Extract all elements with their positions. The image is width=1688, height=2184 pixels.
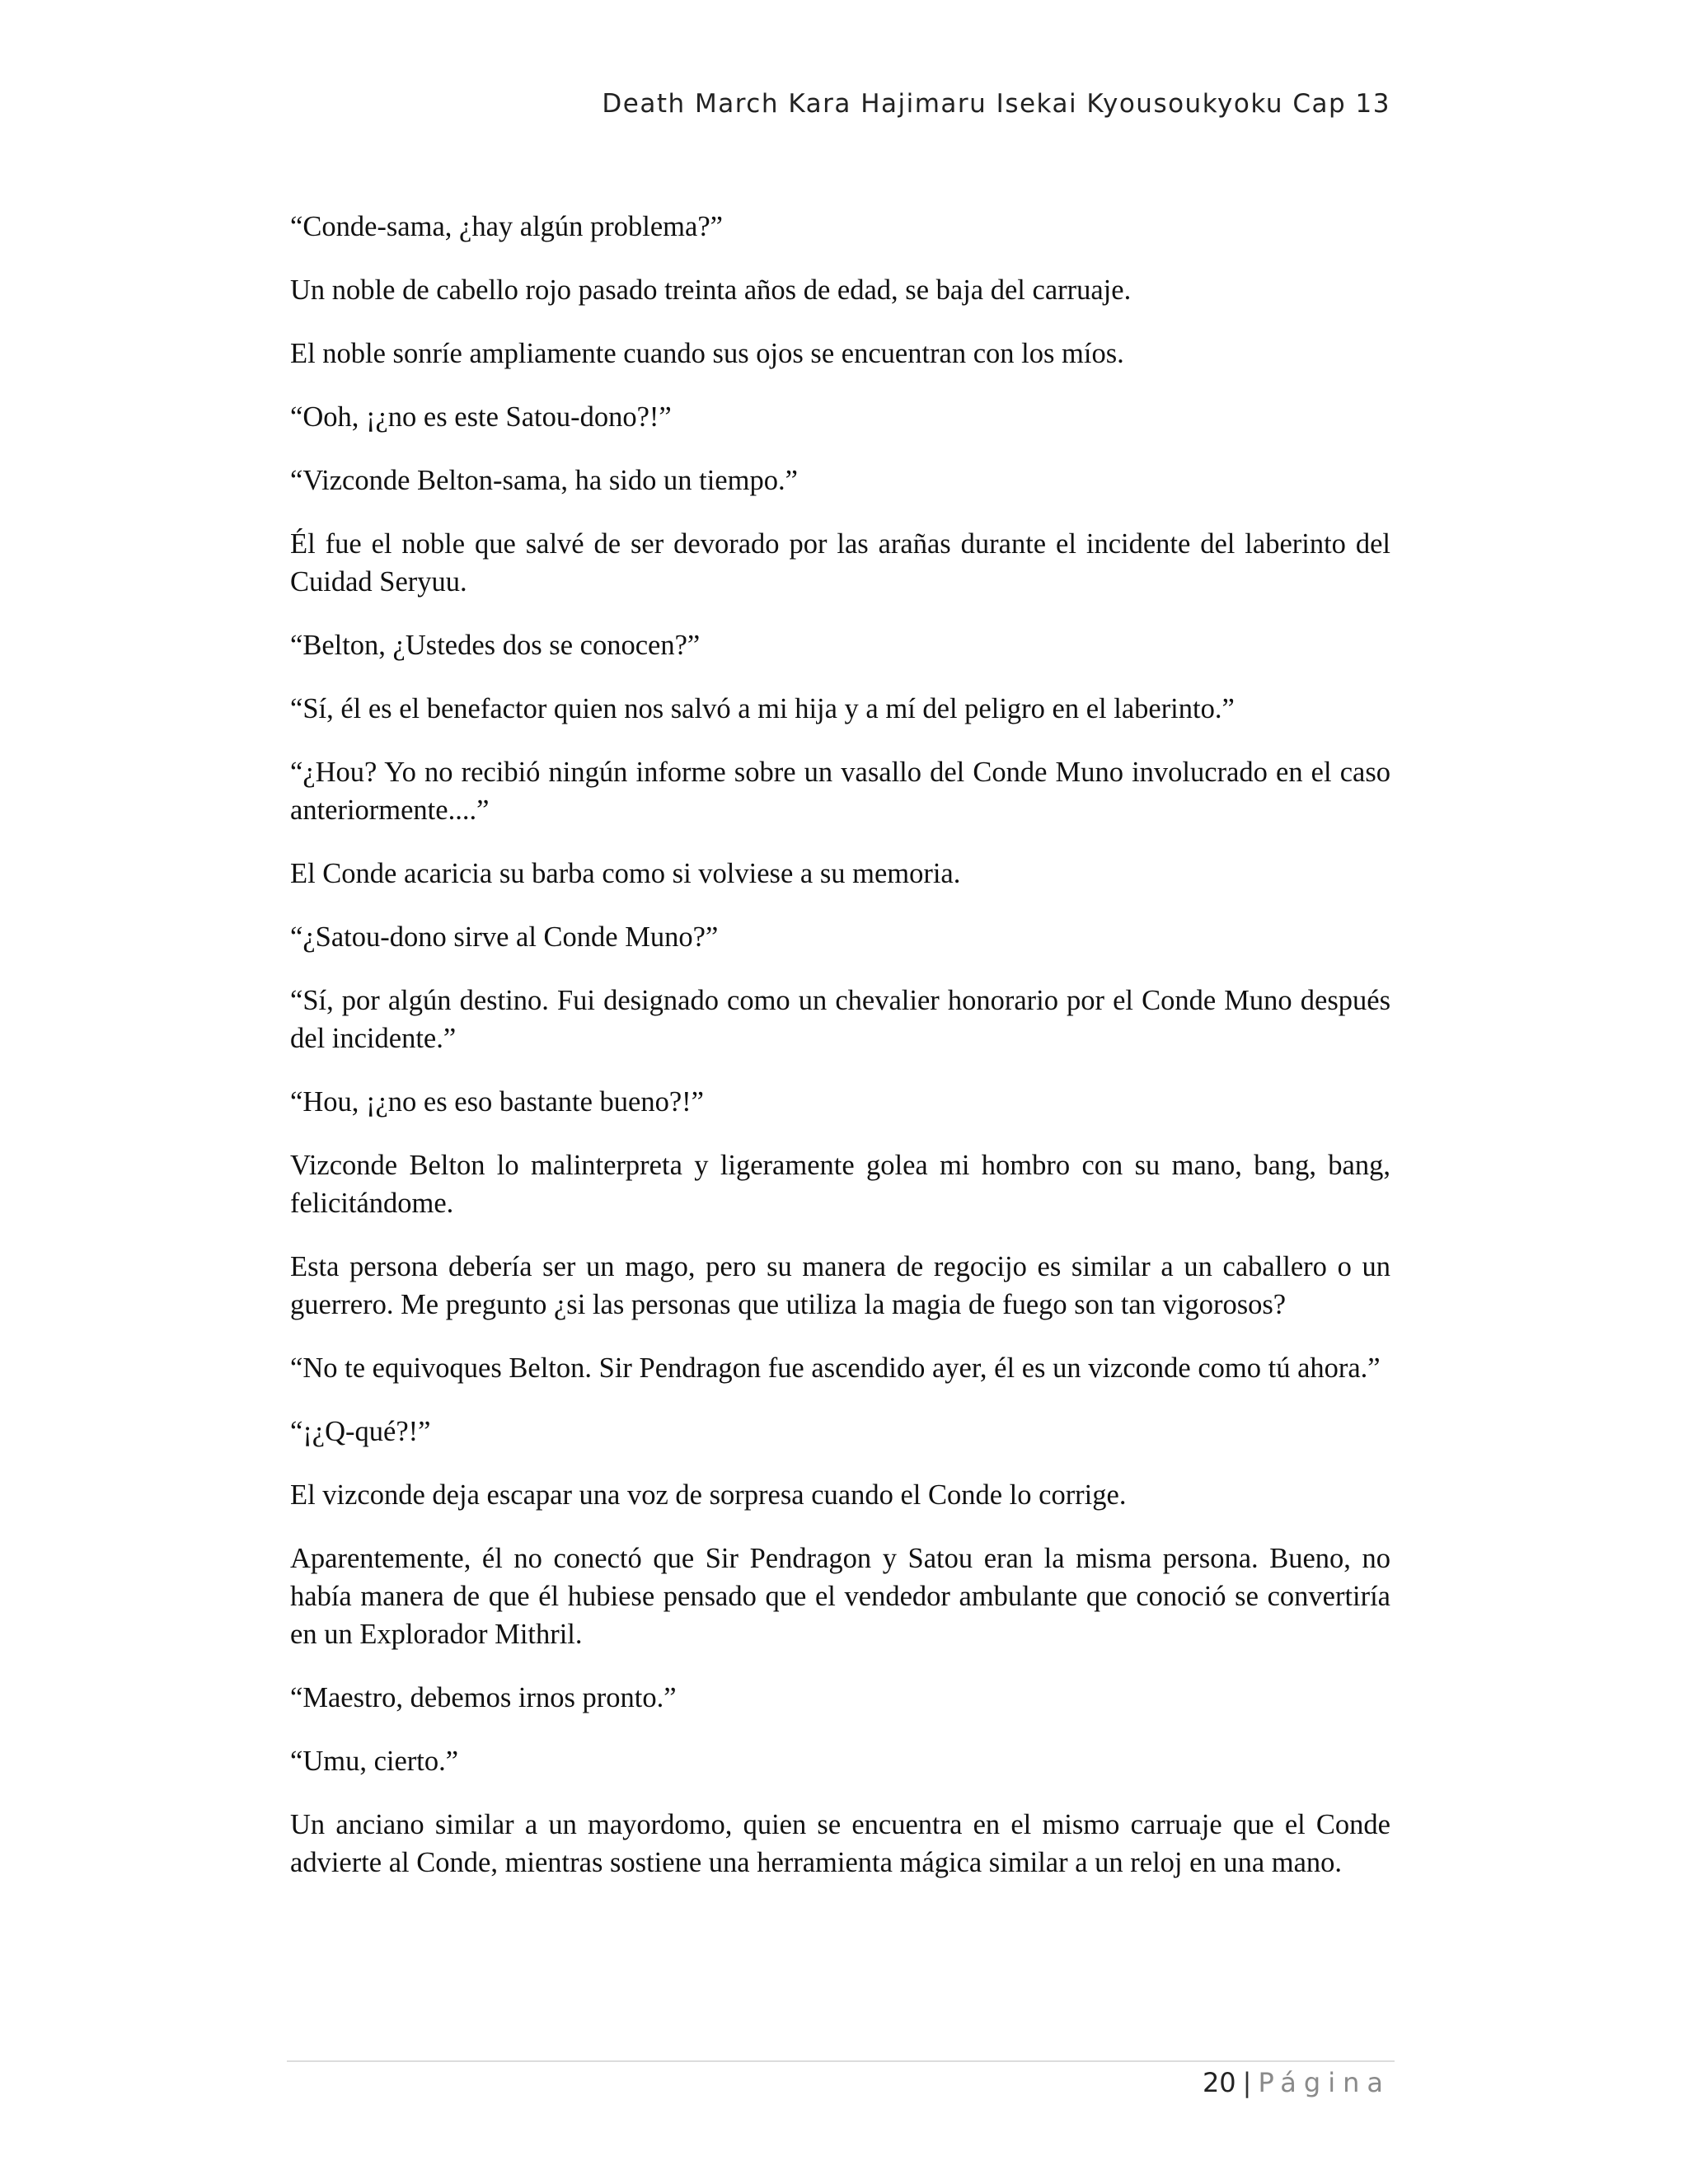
paragraph: El Conde acaricia su barba como si volviese a su memoria. <box>290 858 961 889</box>
paragraph: “Umu, cierto.” <box>290 1746 459 1777</box>
paragraph: “Sí, él es el benefactor quien nos salvó a mi hija y a mí del peligro en el laberinto.” <box>290 693 1235 724</box>
paragraph: Vizconde Belton lo malinterpreta y ligeramente golea mi hombro con su mano, bang, bang, felicitándome. <box>290 1150 1390 1219</box>
paragraph: “No te equivoques Belton. Sir Pendragon fue ascendido ayer, él es un vizconde como tú ahora.” <box>290 1352 1381 1384</box>
paragraph: “Belton, ¿Ustedes dos se conocen?” <box>290 630 701 661</box>
paragraph: Esta persona debería ser un mago, pero su manera de regocijo es similar a un caballero o un guerrero. Me pregunto ¿si las personas que utiliza la magia de fuego son tan vigorosos? <box>290 1251 1390 1320</box>
paragraph: “¿Hou? Yo no recibió ningún informe sobre un vasallo del Conde Muno involucrado en el caso anteriormente....” <box>290 757 1390 826</box>
paragraph: “Sí, por algún destino. Fui designado como un chevalier honorario por el Conde Muno después del incidente.” <box>290 985 1390 1054</box>
footer-divider <box>287 2060 1395 2062</box>
paragraph: “Hou, ¡¿no es eso bastante bueno?!” <box>290 1086 704 1118</box>
paragraph: Aparentemente, él no conectó que Sir Pendragon y Satou eran la misma persona. Bueno, no había manera de que él hubiese pensado que el vendedor ambulante que conoció se convertiría en un Explorador Mithril. <box>290 1543 1390 1650</box>
body-text <box>290 208 1390 1907</box>
paragraph: El noble sonríe ampliamente cuando sus ojos se encuentran con los míos. <box>290 338 1124 369</box>
paragraph: “Ooh, ¡¿no es este Satou-dono?!” <box>290 401 672 433</box>
page-number: 20 <box>1202 2067 1236 2098</box>
paragraph: El vizconde deja escapar una voz de sorpresa cuando el Conde lo corrige. <box>290 1479 1127 1511</box>
footer-separator: | <box>1242 2067 1252 2098</box>
paragraph: “Conde-sama, ¿hay algún problema?” <box>290 211 723 242</box>
page-footer <box>290 2067 1390 2098</box>
page-label: Página <box>1258 2067 1390 2098</box>
paragraph: Un anciano similar a un mayordomo, quien se encuentra en el mismo carruaje que el Conde advierte al Conde, mientras sostiene una herramienta mágica similar a un reloj en una mano. <box>290 1809 1390 1878</box>
paragraph: Un noble de cabello rojo pasado treinta años de edad, se baja del carruaje. <box>290 274 1132 306</box>
paragraph: “¡¿Q-qué?!” <box>290 1416 431 1447</box>
paragraph: “Maestro, debemos irnos pronto.” <box>290 1682 677 1713</box>
paragraph: “Vizconde Belton-sama, ha sido un tiempo.” <box>290 465 798 496</box>
running-header: Death March Kara Hajimaru Isekai Kyousoukyoku Cap 13 <box>602 89 1390 119</box>
paragraph: Él fue el noble que salvé de ser devorado por las arañas durante el incidente del laberinto del Cuidad Seryuu. <box>290 528 1390 598</box>
paragraph: “¿Satou-dono sirve al Conde Muno?” <box>290 921 719 953</box>
